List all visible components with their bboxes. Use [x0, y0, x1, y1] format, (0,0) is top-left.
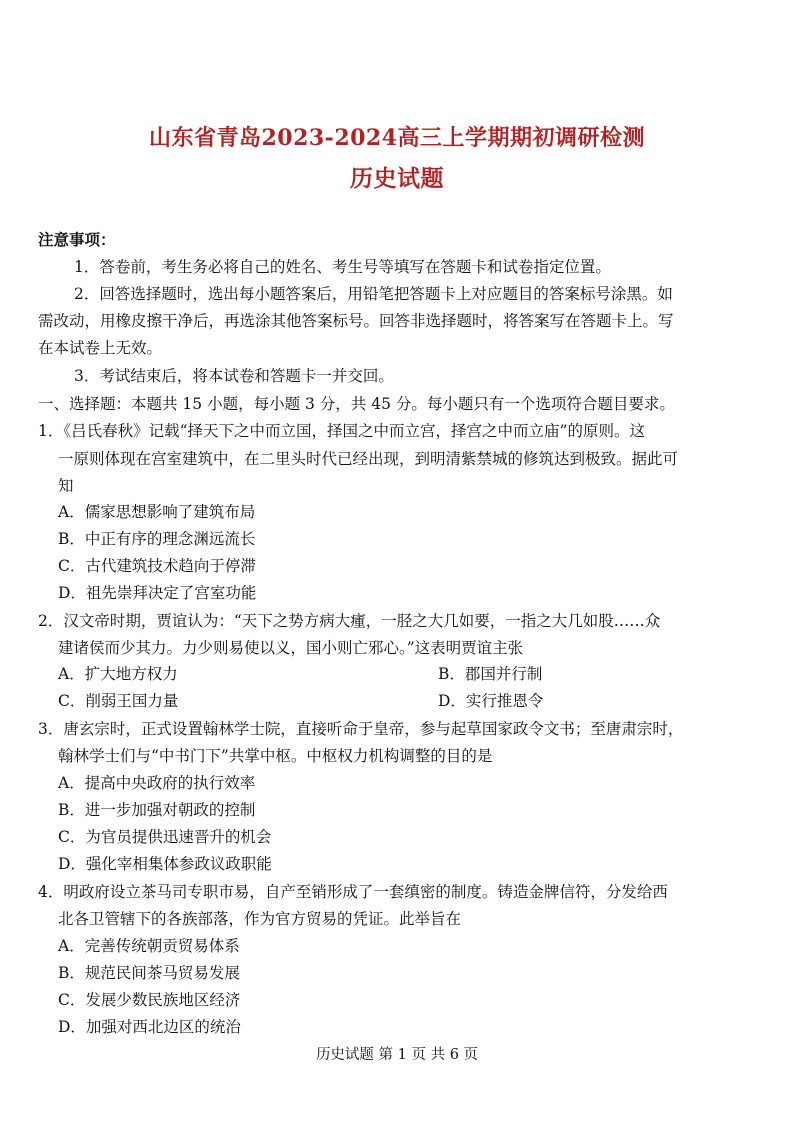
option-b: B．规范民间茶马贸易发展	[58, 964, 240, 982]
question-stem-line: 建诸侯而少其力。力少则易使以义，国小则亡邪心。”这表明贾谊主张	[58, 639, 524, 657]
notes-heading: 注意事项：	[38, 230, 116, 249]
option-a: A．完善传统朝贡贸易体系	[58, 937, 240, 955]
question-stem-line: 知	[58, 477, 74, 495]
question-stem-line: 4．明政府设立茶马司专职市易，自产至销形成了一套缜密的制度。铸造金牌信符，分发给西	[38, 883, 668, 901]
option-d: D．强化宰相集体参政议政职能	[58, 855, 272, 873]
question-stem-line: 1．《吕氏春秋》记载“择天下之中而立国，择国之中而立宫，择宫之中而立庙”的原则。这	[38, 422, 645, 440]
option-a: A．提高中央政府的执行效率	[58, 774, 256, 792]
question-stem-line: 2．汉文帝时期，贾谊认为：“天下之势方病大瘇，一胫之大几如要，一指之大几如股……众	[38, 612, 661, 630]
option-d: D．加强对西北边区的统治	[58, 1018, 241, 1036]
option-c: C．古代建筑技术趋向于停滞	[58, 557, 256, 575]
notes-line: 1．答卷前，考生务必将自己的姓名、考生号等填写在答题卡和试卷指定位置。	[74, 258, 611, 276]
question-stem-line: 3．唐玄宗时，正式设置翰林学士院，直接听命于皇帝，参与起草国家政令文书；至唐肃宗时，	[38, 720, 684, 738]
option-a: A．扩大地方权力	[58, 665, 178, 683]
page-footer: 历史试题 第 1 页 共 6 页	[315, 1047, 479, 1063]
exam-title: 山东省青岛2023-2024高三上学期期初调研检测	[148, 125, 646, 151]
option-d: D．实行推恩令	[438, 692, 544, 710]
option-b: B．中正有序的理念渊远流长	[58, 530, 256, 548]
notes-line: 2．回答选择题时，选出每小题答案后，用铅笔把答题卡上对应题目的答案标号涂黑。如	[74, 285, 673, 303]
option-b: B．郡国并行制	[438, 665, 543, 683]
notes-line: 在本试卷上无效。	[38, 339, 163, 357]
notes-line: 3．考试结束后，将本试卷和答题卡一并交回。	[74, 367, 394, 385]
option-d: D．祖先崇拜决定了宫室功能	[58, 584, 257, 602]
option-a: A．儒家思想影响了建筑布局	[58, 503, 256, 521]
exam-subject: 历史试题	[350, 165, 444, 192]
notes-line: 需改动，用橡皮擦干净后，再选涂其他答案标号。回答非选择题时，将答案写在答题卡上。写	[38, 312, 674, 330]
question-stem-line: 北各卫管辖下的各族部落，作为官方贸易的凭证。此举旨在	[58, 910, 462, 928]
option-b: B．进一步加强对朝政的控制	[58, 801, 256, 819]
question-stem-line: 一原则体现在宫室建筑中，在二里头时代已经出现，到明清紫禁城的修筑达到极致。据此可	[58, 450, 679, 468]
section-heading: 一、选择题：本题共 15 小题，每小题 3 分，共 45 分。每小题只有一个选项符合题目要求。	[38, 395, 675, 413]
option-c: C．为官员提供迅速晋升的机会	[58, 828, 272, 846]
option-c: C．削弱王国力量	[58, 692, 179, 710]
question-stem-line: 翰林学士们与“中书门下”共掌中枢。中枢权力机构调整的目的是	[58, 747, 493, 765]
option-c: C．发展少数民族地区经济	[58, 991, 241, 1009]
